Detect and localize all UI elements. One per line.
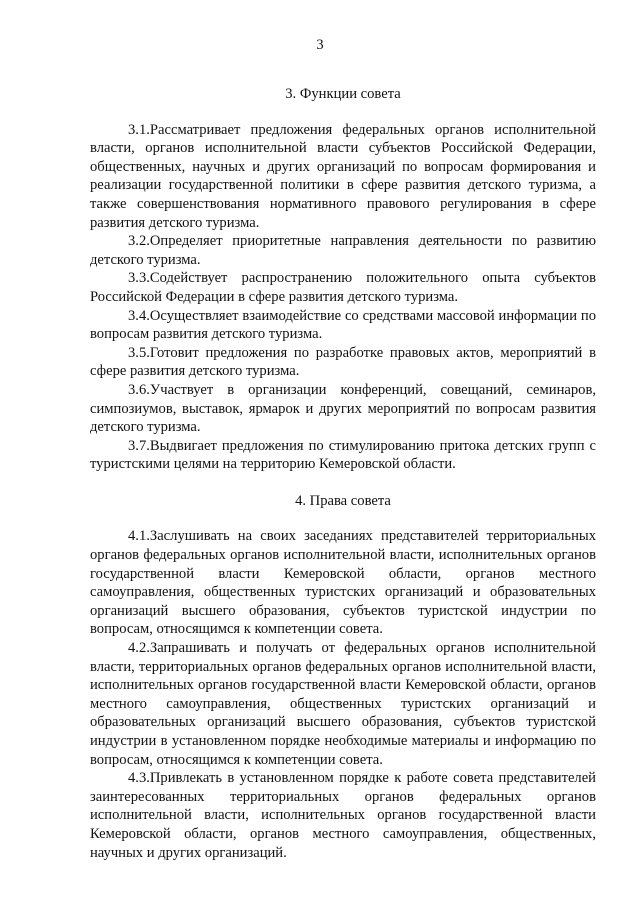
paragraph-3-4: 3.4.Осуществляет взаимодействие со средствами массовой информации по вопросам развития детского туризма. [90, 307, 596, 343]
paragraph-3-3: 3.3.Содействует распространению положительного опыта субъектов Российской Федерации в сфере развития детского туризма. [90, 270, 596, 305]
paragraph-4-1: 4.1.Заслушивать на своих заседаниях представителей территориальных органов федеральных органов исполнительной власти, исполнительных органов государственной власти Кемеровской области, органов местного самоуправления, общественных туристских организаций и образовательных организаций высшего образования, субъектов туристской индустрии по вопросам, относящимся к компетенции совета. [90, 528, 596, 638]
paragraph-3-1: 3.1.Рассматривает предложения федеральных органов исполнительной власти, органов исполнительной власти субъектов Российской Федерации, общественных, научных и других организаций по вопросам формирования и реализации государственной политики в сфере развития детского туризма, а также совершенствования нормативного правового регулирования в сфере развития детского туризма. [90, 121, 596, 231]
paragraph-3-6: 3.6.Участвует в организации конференций, совещаний, семинаров, симпозиумов, выставок, ярмарок и других мероприятий по вопросам развития детского туризма. [90, 381, 596, 436]
page-number: 3 [316, 37, 324, 53]
document-body [90, 85, 596, 862]
paragraph-4-2: 4.2.Запрашивать и получать от федеральных органов исполнительной власти, территориальных органов федеральных органов исполнительной власти, исполнительных органов государственной власти Кемеровской области, органов местного самоуправления, общественных туристских организаций и образовательных организаций высшего образования, субъектов туристской индустрии в установленном порядке необходимые материалы и информацию по вопросам, относящимся к компетенции совета. [90, 640, 596, 768]
section-3-title: 3. Функции совета [285, 86, 401, 102]
section-4-title: 4. Права совета [295, 492, 391, 509]
paragraph-4-3: 4.3.Привлекать в установленном порядке к работе совета представителей заинтересованных территориальных органов федеральных органов исполнительной власти, исполнительных органов государственной власти Кемеровской области, органов местного самоуправления, общественных, научных и других организаций. [90, 770, 596, 861]
paragraph-3-5: 3.5.Готовит предложения по разработке правовых актов, мероприятий в сфере развития детского туризма. [90, 344, 596, 380]
paragraph-3-7: 3.7.Выдвигает предложения по стимулированию притока детских групп с туристскими целями на территорию Кемеровской области. [90, 437, 596, 473]
paragraph-3-2: 3.2.Определяет приоритетные направления деятельности по развитию детского туризма. [90, 233, 596, 268]
